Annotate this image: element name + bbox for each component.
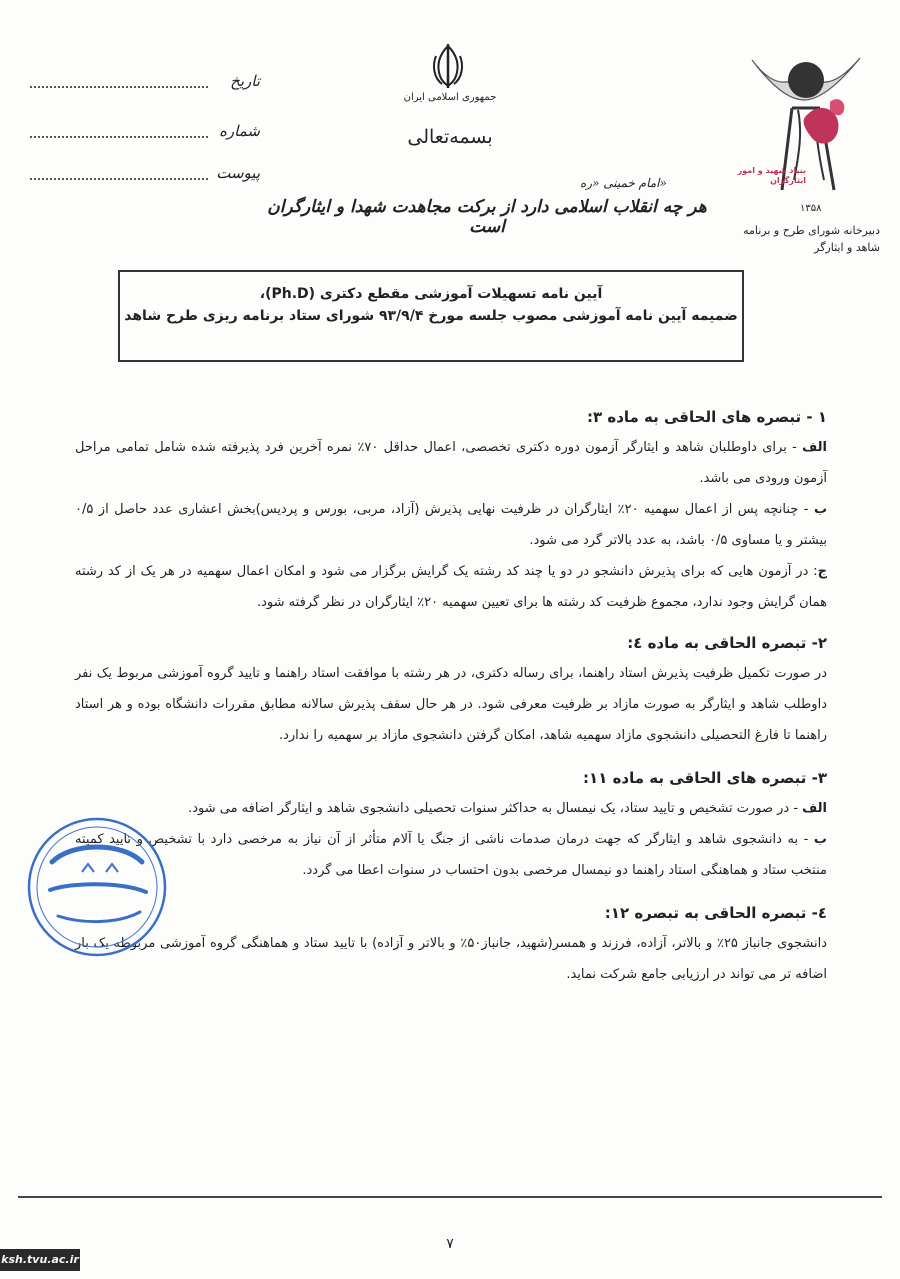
clause-prefix: ج	[817, 564, 827, 579]
clause-text: دانشجوی جانباز ۲۵٪ و بالاتر، آزاده، فرزند و همسر(شهید، جانباز۵۰٪ و بالاتر و آزاده) با تایید ستاد و هماهنگی گروه آموزشی مربوطه یک بار اضافه تر می تواند در ارزیابی جامع شرکت نماید.	[75, 936, 827, 982]
date-label: تاریخ	[230, 72, 260, 90]
bismillah: بسمه‌تعالی	[407, 126, 493, 148]
date-field	[30, 72, 260, 96]
clause-alef	[75, 793, 827, 824]
section-heading: ۱ - تبصره های الحاقی به ماده ۳:	[586, 408, 827, 426]
document-body	[75, 408, 827, 990]
clause-prefix: الف	[802, 440, 827, 455]
page-number: ۷	[446, 1236, 454, 1252]
clause-text: - در صورت تشخیص و تایید ستاد، یک نیمسال به حداکثر سنوات تحصیلی دانشجوی شاهد و ایثارگر اضافه می شود.	[188, 801, 803, 816]
imam-label: امام خمینی «ره»	[580, 176, 667, 190]
title-line-2: ضمیمه آیین نامه آموزشی مصوب جلسه مورخ ۹۳/۹/۴ شورای ستاد برنامه ریزی طرح شاهد	[124, 308, 738, 324]
number-dotted-line	[30, 136, 208, 138]
clause-text: - برای داوطلبان شاهد و ایثارگر آزمون دوره دکتری تخصصی، اعمال حداقل ۷۰٪ نمره آخرین فرد پذیرفته شده شامل تمامی مراحل آزمون ورودی می باشد.	[75, 440, 827, 486]
section-heading: ٤- تبصره الحاقی به تبصره ۱۲:	[604, 904, 827, 922]
state-name: جمهوری اسلامی ایران	[403, 92, 497, 103]
section-heading: ۳- تبصره های الحاقی به ماده ۱۱:	[583, 769, 827, 787]
secretariat-line-1: دبیرخانه شورای طرح و برنامه	[743, 224, 880, 237]
attachment-label: پیوست	[216, 164, 260, 182]
section-4	[75, 904, 827, 990]
title-box	[118, 270, 744, 362]
section-3	[75, 769, 827, 886]
footer-url[interactable]: ksh.tvu.ac.ir	[0, 1249, 80, 1271]
clause-text: در صورت تکمیل ظرفیت پذیرش استاد راهنما، برای رساله دکتری، در هر رشته با موافقت استاد راهنما و تایید گروه آموزشی مربوط یک نفر داوطلب شاهد و ایثارگر به صورت مازاد بر ظرفیت معرفی شود. در هر حال سقف پذیرش سالانه مطابق مقررات دانشگاه بوده و هر استاد راهنما تا فارغ التحصیلی دانشجوی مازاد سهمیه شاهد، امکان گرفتن دانشجوی مازاد بر سهمیه را ندارد.	[75, 666, 827, 743]
council-stamp-icon	[22, 812, 172, 962]
clause-be	[75, 824, 827, 886]
date-dotted-line	[30, 86, 208, 88]
attachment-dotted-line	[30, 178, 208, 180]
logo-year: ۱۳۵۸	[800, 203, 822, 214]
secretariat-line-2: شاهد و ایثارگر	[814, 241, 880, 254]
clause-prefix: ب	[813, 502, 828, 517]
number-label: شماره	[219, 122, 260, 140]
iran-emblem-icon	[430, 42, 466, 90]
section-heading: ۲- تبصره الحاقی به ماده ٤:	[627, 634, 827, 652]
clause-text-block	[75, 658, 827, 751]
clause-jim	[75, 556, 827, 618]
section-1	[75, 408, 827, 618]
clause-text: - چنانچه پس از اعمال سهمیه ۲۰٪ ایثارگران در ظرفیت نهایی پذیرش (آزاد، مربی، بورس و پردیس)بخش اعشاری عدد حاصل از ۰/۵ بیشتر و یا مساوی ۰/۵ باشد، به عدد بالاتر گرد می شود.	[75, 502, 827, 548]
footer-rule	[18, 1196, 882, 1198]
clause-prefix: الف	[802, 801, 827, 816]
clause-be	[75, 494, 827, 556]
clause-text: : در آزمون هایی که برای پذیرش دانشجو در دو یا چند کد رشته یک گرایش برگزار می شود و امکان اعمال سهمیه در هر یک از کد رشته همان گرایش وجود ندارد، مجموع ظرفیت کد رشته ها برای تعیین سهمیه ۲۰٪ ایثارگران در نظر گرفته شود.	[75, 564, 827, 610]
title-line-1: آیین نامه تسهیلات آموزشی مقطع دکتری (Ph.D)،	[259, 286, 603, 302]
attachment-field	[30, 164, 260, 188]
logo-text: بنیاد شهید و امور ایثارگران	[737, 166, 806, 185]
section-2	[75, 634, 827, 751]
motto: هر چه انقلاب اسلامی دارد از برکت مجاهدت شهدا و ایثارگران است	[267, 197, 707, 237]
secretariat-name	[720, 222, 880, 256]
clause-text-block	[75, 928, 827, 990]
clause-prefix: ب	[813, 832, 827, 847]
clause-alef	[75, 432, 827, 494]
number-field	[30, 122, 260, 146]
clause-text: - به دانشجوی شاهد و ایثارگر که جهت درمان صدمات ناشی از جنگ یا آلام متأثر از آن نیاز به مرخصی دارد با تشخیص و تایید کمیته منتخب ستاد و هماهنگی استاد راهنما دو نیمسال مرخصی بدون احتساب در سنوات اعطا می گردد.	[75, 832, 827, 878]
